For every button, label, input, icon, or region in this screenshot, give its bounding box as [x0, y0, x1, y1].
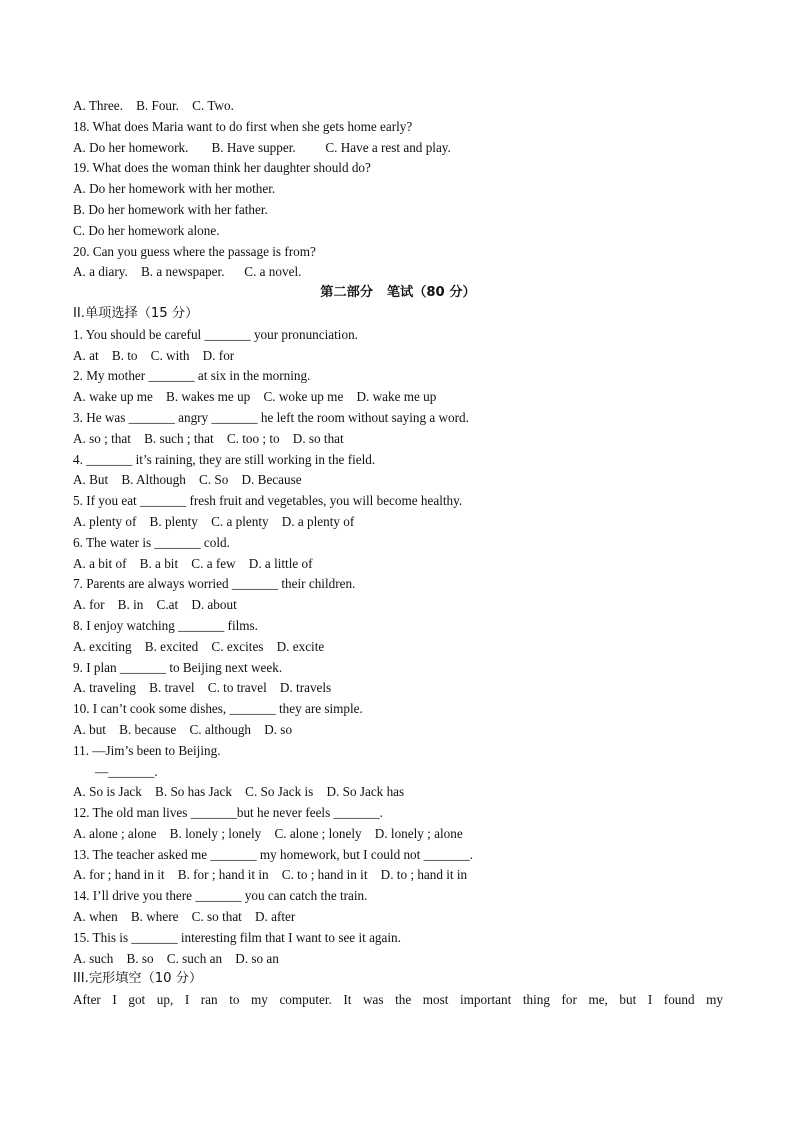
text-line: 5. If you eat _______ fresh fruit and vegetables, you will become healthy. — [73, 493, 463, 509]
text-line: A. plenty of B. plenty C. a plenty D. a plenty of — [73, 513, 355, 529]
text-line: 11. —Jim’s been to Beijing. — [73, 742, 221, 758]
text-line: 9. I plan _______ to Beijing next week. — [73, 659, 283, 675]
text-line: A. exciting B. excited C. excites D. excite — [73, 638, 325, 654]
text-line: C. Do her homework alone. — [73, 222, 220, 238]
text-line: A. for ; hand in it B. for ; hand it in C. to ; hand in it D. to ; hand it in — [73, 867, 468, 883]
text-line: 15. This is _______ interesting film that I want to see it again. — [73, 929, 401, 945]
text-line: A. at B. to C. with D. for — [73, 347, 235, 363]
section-title: 第二部分 笔试（80 分） — [320, 285, 476, 301]
text-line: A. a bit of B. a bit C. a few D. a little of — [73, 555, 313, 571]
text-line: 6. The water is _______ cold. — [73, 534, 230, 550]
text-line: A. when B. where C. so that D. after — [73, 909, 296, 925]
text-line: A. so ; that B. such ; that C. too ; to D. so that — [73, 430, 344, 446]
section-heading: II.单项选择（15 分） — [73, 305, 199, 321]
text-line: 20. Can you guess where the passage is from? — [73, 243, 316, 259]
text-line: 2. My mother _______ at six in the morning. — [73, 368, 311, 384]
text-line: A. wake up me B. wakes me up C. woke up me D. wake me up — [73, 389, 437, 405]
text-line: A. for B. in C.at D. about — [73, 597, 237, 613]
text-line: A. Three. B. Four. C. Two. — [73, 98, 234, 113]
text-line: 3. He was _______ angry _______ he left the room without saying a word. — [73, 409, 469, 425]
text-line: 8. I enjoy watching _______ films. — [73, 617, 258, 633]
text-line: 10. I can’t cook some dishes, _______ they are simple. — [73, 701, 363, 717]
document-page — [73, 96, 723, 1011]
text-line: A. Do her homework. B. Have supper. C. Have a rest and play. — [73, 139, 451, 155]
text-line: A. So is Jack B. So has Jack C. So Jack is D. So Jack has — [73, 784, 405, 800]
text-line: B. Do her homework with her father. — [73, 201, 268, 217]
text-line: 12. The old man lives _______but he never feels _______. — [73, 805, 383, 821]
text-line: 13. The teacher asked me _______ my homework, but I could not _______. — [73, 846, 474, 862]
text-line: A. but B. because C. although D. so — [73, 721, 293, 737]
text-line: 7. Parents are always worried _______ their children. — [73, 576, 356, 592]
text-line: After I got up, I ran to my computer. It was the most important thing for me, but I found my — [73, 992, 723, 1008]
text-line: 1. You should be careful _______ your pronunciation. — [73, 326, 358, 342]
text-line: A. a diary. B. a newspaper. C. a novel. — [73, 264, 302, 280]
text-line: 4. _______ it’s raining, they are still working in the field. — [73, 451, 376, 467]
text-line: —_______. — [95, 763, 158, 779]
text-line: A. Do her homework with her mother. — [73, 181, 276, 197]
text-line: A. such B. so C. such an D. so an — [73, 950, 279, 966]
text-line: 18. What does Maria want to do first when she gets home early? — [73, 118, 413, 134]
text-line: 19. What does the woman think her daughter should do? — [73, 160, 371, 176]
section-heading: III.完形填空（10 分） — [73, 971, 203, 987]
text-line: A. alone ; alone B. lonely ; lonely C. alone ; lonely D. lonely ; alone — [73, 825, 463, 841]
text-line: A. traveling B. travel C. to travel D. travels — [73, 680, 332, 696]
text-line: A. But B. Although C. So D. Because — [73, 472, 302, 488]
text-line: 14. I’ll drive you there _______ you can catch the train. — [73, 888, 368, 904]
